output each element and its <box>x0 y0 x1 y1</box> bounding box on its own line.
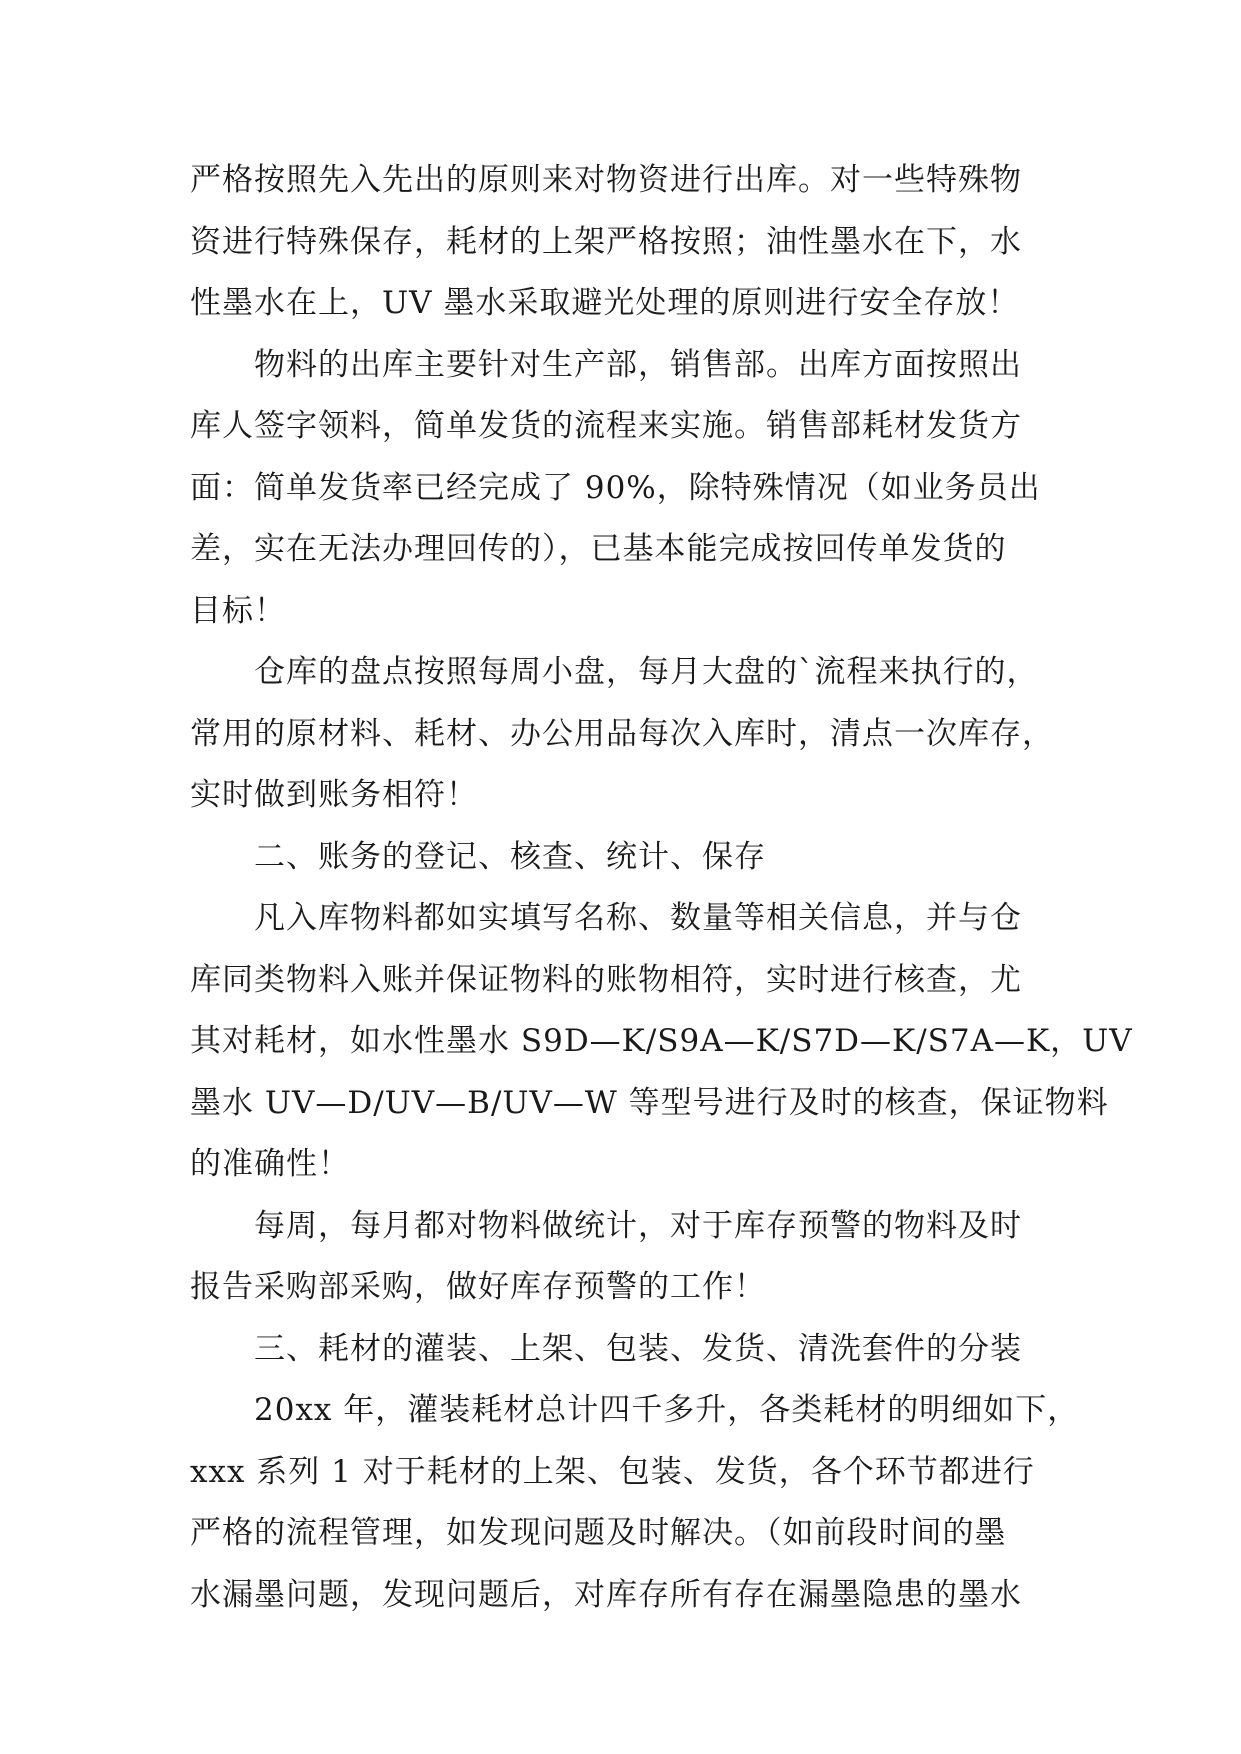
paragraph-start-line: 仓库的盘点按照每周小盘，每月大盘的`流程来执行的， <box>254 654 1039 690</box>
paragraph-start-line: 凡入库物料都如实填写名称、数量等相关信息，并与仓 <box>254 900 1022 936</box>
text-line: xxx 系列 1 对于耗材的上架、包装、发货，各个环节都进行 <box>190 1453 1035 1490</box>
paragraph-start-line: 20xx 年，灌装耗材总计四千多升，各类耗材的明细如下， <box>254 1392 1080 1428</box>
paragraph-start-line: 每周，每月都对物料做统计，对于库存预警的物料及时 <box>254 1207 1022 1244</box>
text-line: 墨水 UV—D/UV—B/UV—W 等型号进行及时的核查，保证物料 <box>190 1084 1109 1121</box>
section-heading: 二、账务的登记、核查、统计、保存 <box>254 838 766 875</box>
text-line: 的准确性！ <box>190 1146 350 1182</box>
text-line: 报告采购部采购，做好库存预警的工作！ <box>190 1269 766 1305</box>
text-line: 差，实在无法办理回传的），已基本能完成按回传单发货的 <box>190 531 1007 567</box>
section-heading: 三、耗材的灌装、上架、包装、发货、清洗套件的分装 <box>254 1330 1022 1367</box>
text-line: 严格按照先入先出的原则来对物资进行出库。对一些特殊物 <box>190 162 1022 198</box>
text-line: 库人签字领料，简单发货的流程来实施。销售部耗材发货方 <box>190 408 1022 444</box>
text-line: 严格的流程管理，如发现问题及时解决。（如前段时间的墨 <box>190 1515 1007 1551</box>
text-line: 目标！ <box>190 592 286 629</box>
text-line: 资进行特殊保存，耗材的上架严格按照；油性墨水在下，水 <box>190 223 1022 260</box>
text-line: 库同类物料入账并保证物料的账物相符，实时进行核查，尤 <box>190 961 1022 998</box>
text-line: 常用的原材料、耗材、办公用品每次入库时，清点一次库存， <box>190 715 1054 752</box>
text-line: 其对耗材，如水性墨水 S9D—K/S9A—K/S7D—K/S7A—K，UV <box>190 1023 1133 1059</box>
document-body <box>190 150 1133 1626</box>
paragraph-start-line: 物料的出库主要针对生产部，销售部。出库方面按照出 <box>254 346 1022 383</box>
text-line: 性墨水在上，UV 墨水采取避光处理的原则进行安全存放！ <box>190 285 1020 321</box>
text-line: 面：简单发货率已经完成了 90%，除特殊情况（如业务员出 <box>190 469 1041 506</box>
text-line: 水漏墨问题，发现问题后，对库存所有存在漏墨隐患的墨水 <box>190 1576 1022 1613</box>
text-line: 实时做到账务相符！ <box>190 777 478 813</box>
